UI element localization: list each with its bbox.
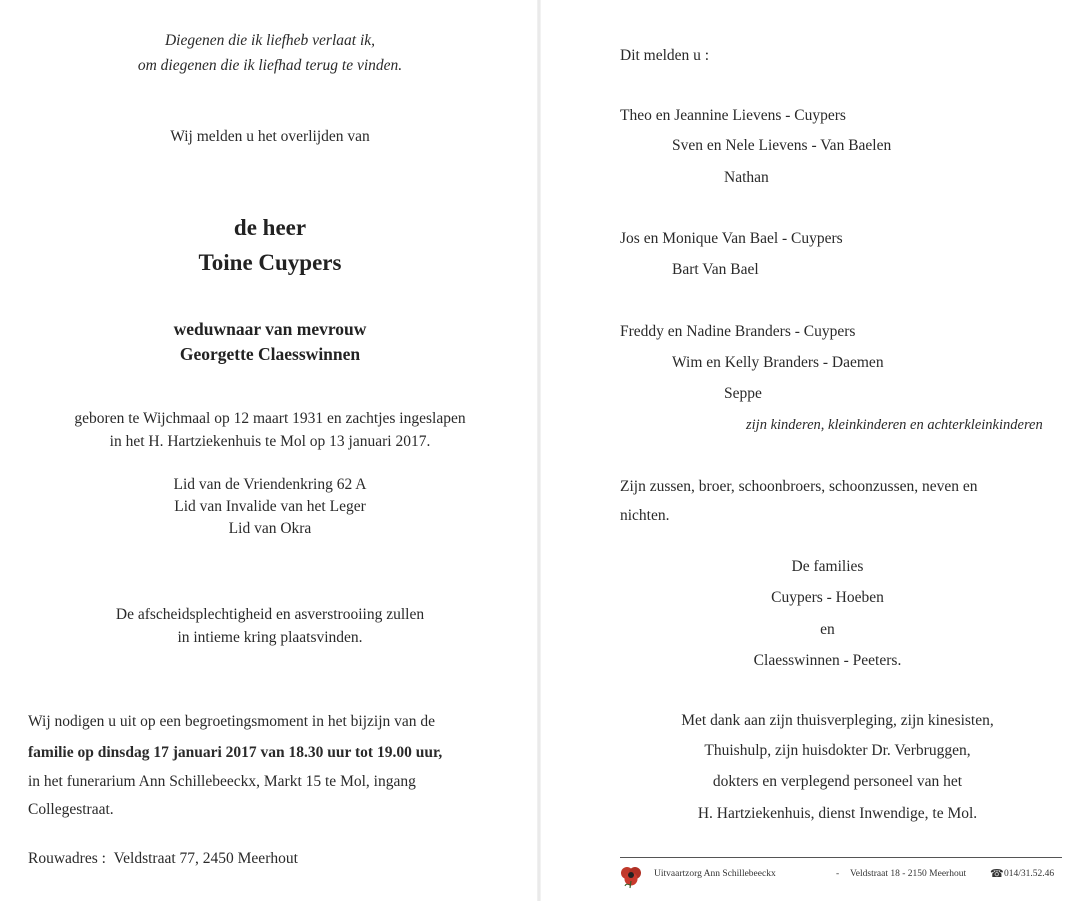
invite-line-4: Collegestraat. xyxy=(28,801,114,818)
birth-line-2: in het H. Hartziekenhuis te Mol op 13 januari 2017. xyxy=(109,433,431,450)
family-3-child: Wim en Kelly Branders - Daemen xyxy=(672,354,884,371)
widower-line-2: Georgette Claesswinnen xyxy=(179,344,361,364)
footer-company: Uitvaartzorg Ann Schillebeeckx xyxy=(654,869,776,879)
poppy-flower-logo xyxy=(618,863,644,894)
footer-divider xyxy=(620,857,1062,858)
footer-separator: - xyxy=(836,869,840,879)
thanks-line-4: H. Hartziekenhuis, dienst Inwendige, te Mol. xyxy=(697,805,978,822)
descendants-caption: zijn kinderen, kleinkinderen en achterkleinkinderen xyxy=(746,417,1043,433)
family-3-parents: Freddy en Nadine Branders - Cuypers xyxy=(620,323,856,340)
thanks-line-2: Thuishulp, zijn huisdokter Dr. Verbruggen, xyxy=(704,742,971,759)
intro: Dit melden u : xyxy=(620,47,710,64)
siblings-line-1: Zijn zussen, broer, schoonbroers, schoonzussen, neven en xyxy=(620,478,978,495)
membership-3: Lid van Okra xyxy=(228,520,312,537)
membership-2: Lid van Invalide van het Leger xyxy=(174,498,366,515)
families-line-2: Cuypers - Hoeben xyxy=(771,589,884,606)
thanks-line-3: dokters en verplegend personeel van het xyxy=(712,773,963,790)
address-label: Rouwadres : xyxy=(28,850,106,867)
invite-line-2 xyxy=(28,742,442,764)
quote-line-1: Diegenen die ik liefheb verlaat ik, xyxy=(164,32,376,49)
family-1-parents: Theo en Jeannine Lievens - Cuypers xyxy=(620,107,846,124)
telephone-icon: ☎ xyxy=(990,868,1004,880)
families-line-3: en xyxy=(820,621,835,638)
families-line-1: De families xyxy=(791,558,864,575)
footer-address: Veldstraat 18 - 2150 Meerhout xyxy=(850,869,967,879)
widower-line-1: weduwnaar van mevrouw xyxy=(173,319,367,339)
invite-line-3: in het funerarium Ann Schillebeeckx, Markt 15 te Mol, ingang xyxy=(28,773,416,790)
invite-datetime: dinsdag 17 januari 2017 van 18.30 uur tot 19.00 uur, xyxy=(97,744,443,761)
funeral-home-footer xyxy=(618,863,1068,887)
ceremony-line-2: in intieme kring plaatsvinden. xyxy=(177,629,363,646)
family-1-child: Sven en Nele Lievens - Van Baelen xyxy=(672,137,892,154)
family-3-grandchild: Seppe xyxy=(724,385,762,402)
family-2-child: Bart Van Bael xyxy=(672,261,759,278)
membership-1: Lid van de Vriendenkring 62 A xyxy=(173,476,367,493)
birth-line-1: geboren te Wijchmaal op 12 maart 1931 en zachtjes ingeslapen xyxy=(74,410,466,427)
footer-phone: 014/31.52.46 xyxy=(1004,869,1055,879)
invite-line-1: Wij nodigen u uit op een begroetingsmoment in het bijzijn van de xyxy=(28,713,436,730)
left-page xyxy=(0,0,540,901)
mourning-address xyxy=(28,848,298,870)
deceased-title: de heer xyxy=(233,215,307,240)
right-page xyxy=(540,0,1087,901)
ceremony-line-1: De afscheidsplechtigheid en asverstrooiing zullen xyxy=(115,606,425,623)
families-line-4: Claesswinnen - Peeters. xyxy=(753,652,902,669)
quote-line-2: om diegenen die ik liefhad terug te vinden. xyxy=(137,57,403,74)
thanks-line-1: Met dank aan zijn thuisverpleging, zijn kinesisten, xyxy=(681,712,994,729)
invite-line-2-prefix: familie op xyxy=(28,744,98,761)
siblings-line-2: nichten. xyxy=(620,507,670,524)
address-value: Veldstraat 77, 2450 Meerhout xyxy=(113,850,298,867)
family-2-parents: Jos en Monique Van Bael - Cuypers xyxy=(620,230,843,247)
announcement: Wij melden u het overlijden van xyxy=(170,128,370,145)
deceased-name: Toine Cuypers xyxy=(198,250,342,275)
family-1-grandchild: Nathan xyxy=(724,169,769,186)
